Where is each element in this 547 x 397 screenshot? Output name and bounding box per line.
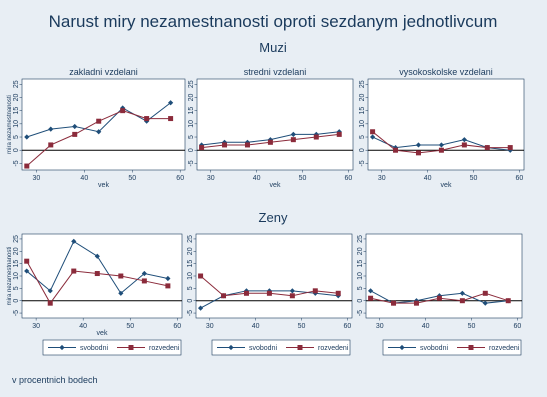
x-tick-label: 40 [79,323,88,330]
point-rozvedeni [221,293,226,298]
point-rozvedeni [24,259,29,264]
x-axis-label: vek [440,182,452,189]
x-tick-label: 40 [423,175,432,182]
y-tick-label: 25 [13,235,20,243]
legend-label-rozvedeni: rozvedeni [318,345,349,352]
y-tick-label: 10 [187,272,194,280]
y-tick-label: 0 [13,298,20,303]
y-tick-label: 15 [359,106,366,115]
point-rozvedeni [71,269,76,274]
point-rozvedeni [244,291,249,296]
point-rozvedeni [198,274,203,279]
point-rozvedeni [368,296,373,301]
x-tick-label: 50 [297,323,306,330]
y-axis-label: mira nezamestnanosti [7,95,13,154]
x-tick-label: 30 [375,323,384,330]
y-tick-label: 25 [357,235,364,243]
legend-marker-rozvedeni [298,345,303,350]
x-tick-label: 60 [344,175,353,182]
group-title-muzi: Muzi [259,40,287,55]
point-rozvedeni [506,298,511,303]
x-axis-label: vek [96,330,108,337]
y-tick-label: 15 [13,106,20,115]
y-tick-label: 25 [187,235,194,243]
point-rozvedeni [485,145,490,150]
y-tick-label: 10 [359,119,366,128]
legend-marker-rozvedeni [469,345,474,350]
x-tick-label: 40 [251,323,260,330]
y-tick-label: 5 [13,135,20,139]
chart-title: Narust miry nezamestnanosti oproti sezdanym jednotlivcum [48,12,498,31]
point-rozvedeni [72,132,77,137]
point-rozvedeni [314,135,319,140]
x-axis-label: vek [98,182,109,189]
legend-label-rozvedeni: rozvedeni [149,345,180,352]
y-tick-label: 5 [187,286,194,291]
y-tick-label: 20 [188,93,195,102]
y-axis-label: mira nezamestnanosti [7,246,13,306]
y-tick-label: 25 [13,80,20,89]
panel-title: zakladni vzdelani [69,67,138,77]
point-rozvedeni [508,145,513,150]
point-rozvedeni [267,291,272,296]
x-tick-label: 60 [515,175,524,182]
y-tick-label: 15 [13,259,20,268]
point-rozvedeni [24,164,29,169]
plot-area [22,79,185,170]
x-tick-label: 60 [343,323,352,330]
panel-2 [188,67,353,189]
y-tick-label: 10 [357,272,364,280]
point-rozvedeni [416,150,421,155]
y-tick-label: 20 [13,93,20,102]
x-tick-label: 60 [173,323,182,330]
legend-label-svobodni: svobodni [249,345,278,352]
plot-area [196,234,352,318]
panel-6 [357,234,522,330]
x-tick-label: 50 [298,175,307,182]
legend-3 [383,340,521,355]
x-tick-label: 30 [32,323,41,330]
x-tick-label: 30 [377,175,386,182]
legends [43,340,521,355]
point-rozvedeni [165,283,170,288]
y-tick-label: -5 [13,309,20,317]
point-rozvedeni [391,301,396,306]
y-tick-label: -5 [13,160,20,167]
point-rozvedeni [313,288,318,293]
legend-label-svobodni: svobodni [420,345,449,352]
y-tick-label: 0 [187,298,194,303]
y-tick-label: 10 [188,119,195,128]
y-tick-label: 0 [357,298,364,303]
y-tick-label: 10 [13,272,20,280]
y-tick-label: 20 [187,247,194,256]
y-tick-label: 5 [357,286,364,291]
x-tick-label: 40 [252,175,261,182]
panel-title: vysokoskolske vzdelani [399,67,493,77]
legend-label-svobodni: svobodni [80,345,109,352]
y-tick-label: 0 [188,148,195,153]
point-rozvedeni [462,142,467,147]
plot-area [366,234,522,318]
point-rozvedeni [48,142,53,147]
y-tick-label: 5 [13,286,20,291]
point-rozvedeni [290,293,295,298]
panels [7,67,524,337]
plot-area [197,79,353,170]
x-tick-label: 60 [513,323,522,330]
x-axis-label: vek [269,182,281,189]
legend-label-rozvedeni: rozvedeni [489,345,520,352]
x-tick-label: 60 [176,175,185,182]
y-tick-label: -5 [188,160,195,167]
footnote: v procentnich bodech [12,375,98,385]
y-tick-label: 0 [359,148,366,153]
point-rozvedeni [337,132,342,137]
x-tick-label: 30 [205,323,214,330]
point-rozvedeni [483,291,488,296]
point-rozvedeni [437,296,442,301]
point-rozvedeni [222,142,227,147]
point-rozvedeni [48,301,53,306]
point-rozvedeni [268,140,273,145]
y-tick-label: 5 [359,135,366,139]
point-rozvedeni [142,278,147,283]
point-rozvedeni [439,148,444,153]
point-rozvedeni [291,137,296,142]
y-tick-label: 20 [13,247,20,256]
y-tick-label: -5 [357,309,364,317]
y-tick-label: 15 [187,259,194,268]
y-tick-label: 25 [359,80,366,89]
panel-4 [7,234,182,337]
y-tick-label: 20 [357,247,364,256]
point-rozvedeni [95,271,100,276]
x-tick-label: 50 [126,323,135,330]
x-tick-label: 30 [32,175,41,182]
point-rozvedeni [370,129,375,134]
point-rozvedeni [414,301,419,306]
x-tick-label: 50 [467,323,476,330]
point-rozvedeni [168,116,173,121]
point-rozvedeni [120,108,125,113]
panel-3 [359,67,524,189]
y-tick-label: 15 [188,106,195,115]
y-tick-label: 25 [188,80,195,89]
panel-1 [7,67,185,189]
x-tick-label: 40 [421,323,430,330]
point-rozvedeni [245,142,250,147]
y-tick-label: 10 [13,119,20,128]
y-tick-label: -5 [359,160,366,167]
y-tick-label: 20 [359,93,366,102]
x-tick-label: 50 [469,175,478,182]
point-rozvedeni [460,298,465,303]
x-tick-label: 50 [128,175,137,182]
y-tick-label: 0 [13,148,20,153]
legend-2 [212,340,350,355]
group-title-zeny: Zeny [258,210,288,225]
x-tick-label: 40 [80,175,89,182]
y-tick-label: 15 [357,259,364,268]
point-rozvedeni [118,274,123,279]
legend-marker-rozvedeni [129,345,134,350]
y-tick-label: 5 [188,135,195,139]
point-rozvedeni [144,116,149,121]
y-tick-label: -5 [187,309,194,317]
plot-area [368,79,524,170]
legend-1 [43,340,181,355]
x-tick-label: 30 [206,175,215,182]
point-rozvedeni [96,119,101,124]
panel-5 [187,234,352,330]
panel-title: stredni vzdelani [243,67,307,77]
point-rozvedeni [336,291,341,296]
point-rozvedeni [199,145,204,150]
point-rozvedeni [393,148,398,153]
